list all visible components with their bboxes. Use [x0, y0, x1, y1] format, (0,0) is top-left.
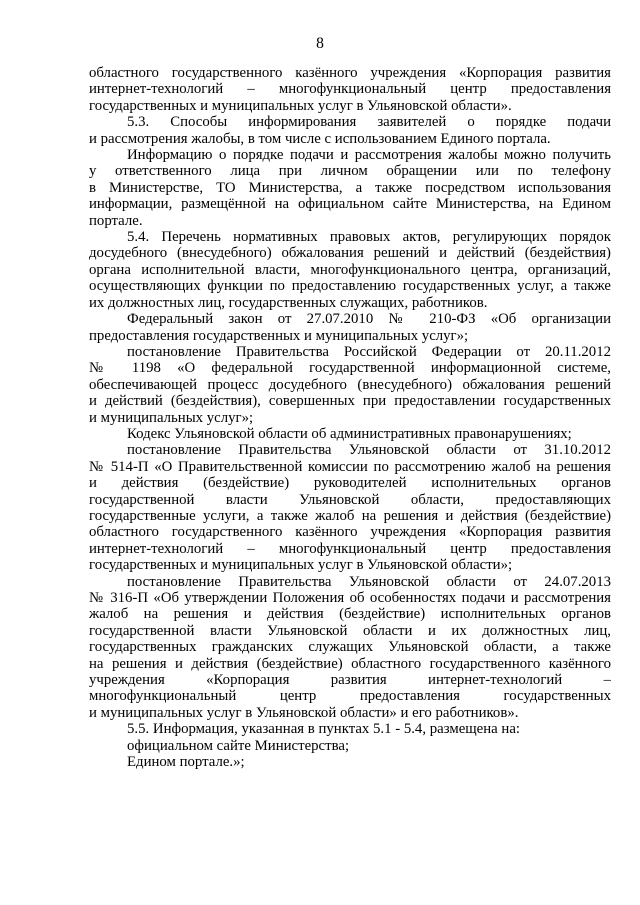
- text-line: № 316-П «Об утверждении Положения об особенностях подачи и рассмотрения: [89, 590, 611, 606]
- text-line: жалоб на решения и действия (бездействие) исполнительных органов: [89, 606, 611, 623]
- document-body: [89, 65, 611, 770]
- text-line: № 514-П «О Правительственной комиссии по рассмотрению жалоб на решения: [89, 458, 611, 475]
- text-line: Федеральный закон от 27.07.2010 № 210-ФЗ «Об организации: [127, 311, 611, 328]
- text-line: предоставления государственных и муниципальных услуг»;: [89, 327, 469, 344]
- text-line: многофункциональный центр предоставления государственных: [89, 688, 611, 705]
- text-line: № 1198 «О федеральной государственной информационной системе,: [89, 360, 611, 377]
- text-line: государственных и муниципальных услуг в Ульяновской области»;: [89, 557, 513, 574]
- text-line: интернет-технологий – многофункциональный центр предоставления: [89, 540, 611, 557]
- text-line: Едином портале.»;: [127, 754, 245, 771]
- text-line: интернет-технологий – многофункциональный центр предоставления: [89, 81, 611, 98]
- text-line: государственной власти Ульяновской области и их должностных лиц,: [89, 622, 611, 639]
- text-line: у ответственного лица при личном обращении или по телефону: [89, 163, 611, 180]
- text-line: обеспечивающей процесс досудебного (внесудебного) обжалования решений: [89, 376, 611, 393]
- text-line: на решения и действия (бездействие) областного государственного казённого: [89, 655, 611, 672]
- text-line: и действия (бездействие) руководителей исполнительных органов: [89, 475, 611, 492]
- text-line: 5.3. Способы информирования заявителей о порядке подачи: [127, 114, 611, 131]
- text-line: их должностных лиц, государственных служащих, работников.: [89, 294, 488, 311]
- text-line: в Министерстве, ТО Министерства, а также посредством использования: [89, 179, 611, 196]
- text-line: и муниципальных услуг в Ульяновской области» и его работников».: [89, 704, 519, 721]
- text-line: и муниципальных услуг»;: [89, 409, 254, 426]
- text-line: областного государственного казённого учреждения «Корпорация развития: [89, 65, 611, 81]
- text-line: и рассмотрения жалобы, в том числе с использованием Единого портала.: [89, 130, 551, 147]
- text-line: государственных гражданских служащих Ульяновской области, а также: [89, 639, 611, 656]
- text-line: осуществляющих функции по предоставлению государственных услуг, а также: [89, 278, 611, 295]
- text-line: постановление Правительства Ульяновской области от 24.07.2013: [127, 573, 611, 590]
- text-line: постановление Правительства Российской Федерации от 20.11.2012: [127, 343, 611, 360]
- text-line: 5.4. Перечень нормативных правовых актов, регулирующих порядок: [127, 229, 611, 246]
- text-line: государственных и муниципальных услуг в Ульяновской области».: [89, 97, 512, 114]
- text-line: портале.: [89, 212, 143, 229]
- text-line: областного государственного казённого учреждения «Корпорация развития: [89, 524, 611, 541]
- text-line: 5.5. Информация, указанная в пунктах 5.1 - 5.4, размещена на:: [127, 721, 521, 738]
- text-line: государственной власти Ульяновской области, предоставляющих: [89, 491, 611, 508]
- text-line: органа исполнительной власти, многофункционального центра, организаций,: [89, 261, 611, 278]
- text-line: информации, размещённой на официальном сайте Министерства, на Едином: [89, 196, 611, 213]
- text-line: досудебного (внесудебного) обжалования решений и действий (бездействия): [89, 245, 611, 262]
- text-line: Информацию о порядке подачи и рассмотрения жалобы можно получить: [127, 147, 611, 164]
- text-line: и действий (бездействия), совершенных при предоставлении государственных: [89, 393, 611, 410]
- text-line: государственные услуги, а также жалоб на решения и действия (бездействие): [89, 507, 611, 524]
- text-line: Кодекс Ульяновской области об административных правонарушениях;: [127, 425, 572, 442]
- text-line: официальном сайте Министерства;: [127, 737, 350, 754]
- text-line: постановление Правительства Ульяновской области от 31.10.2012: [127, 442, 611, 459]
- text-line: учреждения «Корпорация развития интернет-технологий –: [89, 672, 611, 689]
- page-number: 8: [316, 35, 324, 52]
